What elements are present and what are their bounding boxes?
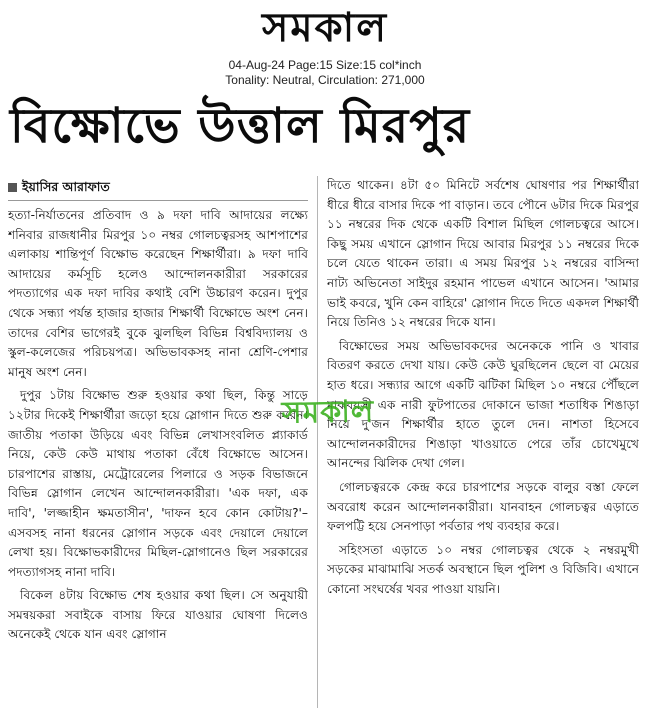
article-paragraph: দিতে থাকেন। ৪টা ৫০ মিনিটে সর্বশেষ ঘোষণার পর শিক্ষার্থীরা ধীরে ধীরে বাসার দিকে পা বাড়ান। তবে পৌনে ৬টার দিকে মিরপুর ১১ নম্বরের দিক থেকে একটি বিশাল মিছিল গোলচত্বরে আসে। কিছু সময় এখানে স্লোগান দিয়ে আবার মিরপুর ১১ নম্বরের দিকে চলে যেতে থাকেন তারা। এ সময় মিরপুর ১২ নম্বরের বাসিন্দা নাট্য অভিনেতা সাইদুর রহমান পাভেল এখানে আসেন। 'আমার ভাই কবরে, খুনি কেন বাহিরে' স্লোগান দিতে দিতে একদল শিক্ষার্থী নিয়ে তিনিও ১২ নম্বরের দিকে যান। — [327, 178, 639, 330]
newspaper-masthead: সমকাল — [261, 4, 389, 51]
clip-info-line: 04-Aug-24 Page:15 Size:15 col*inch — [228, 58, 422, 72]
article-paragraph: বিকেল ৪টায় বিক্ষোভ শেষ হওয়ার কথা ছিল। সে অনুযায়ী সমন্বয়করা সবাইকে বাসায় ফিরে যাওয়ার ঘোষণা দিলেও অনেকেই থেকে যান এবং স্লোগান — [8, 588, 308, 642]
article-paragraph: বিক্ষোভের সময় অভিভাবকদের অনেককে পানি ও খাবার বিতরণ করতে দেখা যায়। কেউ কেউ ঘুরছিলেন ছেলে বা মেয়ের হাত ধরে। সন্ধ্যার আগে একটি ঝটিকা মিছিল ১০ নম্বরে পৌঁছলে মাঝবয়সী এক নারী ফুটপাতের দোকানে ভাজা শতাধিক শিঙাড়া নিয়ে দু'জন শিক্ষার্থীর হাতে তুলে দেন। নাশতা হিসেবে আন্দোলনকারীদের শিঙাড়া খাওয়াতে পেরে তাঁর চোখেমুখে আনন্দের ঝিলিক দেখা গেল। — [327, 338, 639, 471]
article-column-right — [327, 176, 639, 712]
watermark-logo: সমকাল — [281, 394, 375, 431]
article-paragraph: দুপুর ১টায় বিক্ষোভ শুরু হওয়ার কথা ছিল, কিন্তু সাড়ে ১২টার দিকেই শিক্ষার্থীরা জড়ো হয়ে স্লোগান দিতে শুরু করেন। জাতীয় পতাকা উড়িয়ে এবং বিভিন্ন লেখাসংবলিত প্ল্যাকার্ড নিয়ে, কেউ কেউ মাথায় পতাকা বেঁধে বিক্ষোভে আসেন। চারপাশের রাস্তায়, মেট্রোরেলের পিলারে ও সড়ক বিভাজনে বিভিন্ন স্লোগান লেখেন আন্দোলনকারীরা। 'এক দফা, এক দাবি', 'লজ্জাহীন ক্ষমতাসীন', 'দাফন হবে কোন কোটায়?'–এসবসহ নানা ধরনের স্লোগান সড়কে এবং দেয়ালে দেয়ালে লেখা হয়। বিক্ষোভকারীদের মিছিল-স্লোগানেও ছিল সরকারের পদত্যাগসহ নানা দাবি। — [8, 388, 308, 579]
article-paragraph: গোলচত্বরকে কেন্দ্র করে চারপাশের সড়কে বালুর বস্তা ফেলে অবরোধ করেন আন্দোলনকারীরা। যানবাহন গোলচত্বর এড়াতে ফলপট্টি হয়ে সেনপাড়া পর্বতার পথ ব্যবহার করে। — [327, 479, 639, 534]
article-headline: বিক্ষোভে উত্তাল মিরপুর — [10, 98, 471, 154]
article-paragraph: সহিংসতা এড়াতে ১০ নম্বর গোলচত্বর থেকে ২ নম্বরমুখী সড়কের মাঝামাঝি সতর্ক অবস্থানে ছিল পুলিশ ও বিজিবি। এখানে কোনো সংঘর্ষের খবর পাওয়া যায়নি। — [327, 542, 639, 596]
article-column-left — [8, 176, 308, 712]
byline — [8, 176, 308, 198]
column-divider — [317, 176, 318, 708]
byline-divider — [8, 200, 308, 201]
byline-author: ইয়াসির আরাফাত — [22, 179, 110, 194]
byline-bullet-icon — [8, 183, 17, 192]
article-paragraph: হত্যা-নির্যাতনের প্রতিবাদ ও ৯ দফা দাবি আদায়ের লক্ষ্যে শনিবার রাজধানীর মিরপুর ১০ নম্বর গোলচত্বরসহ আশপাশের এলাকায় শান্তিপূর্ণ বিক্ষোভ করেছেন শিক্ষার্থীরা। ৯ দফা দাবি আদায়ের কর্মসূচি হলেও আন্দোলনকারীরা সরকারের পদত্যাগের এক দফা দাবির কথাই বেশি উচ্চারণ করেন। দুপুর থেকে সন্ধ্যা পর্যন্ত হাজার হাজার শিক্ষার্থী বিক্ষোভে অংশ নেন। তাদের বেশির ভাগেরই বুকে ঝুলছিল বিভিন্ন বিশ্ববিদ্যালয় ও স্কুল-কলেজের পরিচয়পত্র। অভিভাবকসহ নানা শ্রেণি-পেশার মানুষ অংশ নেন। — [8, 208, 308, 379]
clip-info-line: Tonality: Neutral, Circulation: 271,000 — [225, 73, 425, 87]
